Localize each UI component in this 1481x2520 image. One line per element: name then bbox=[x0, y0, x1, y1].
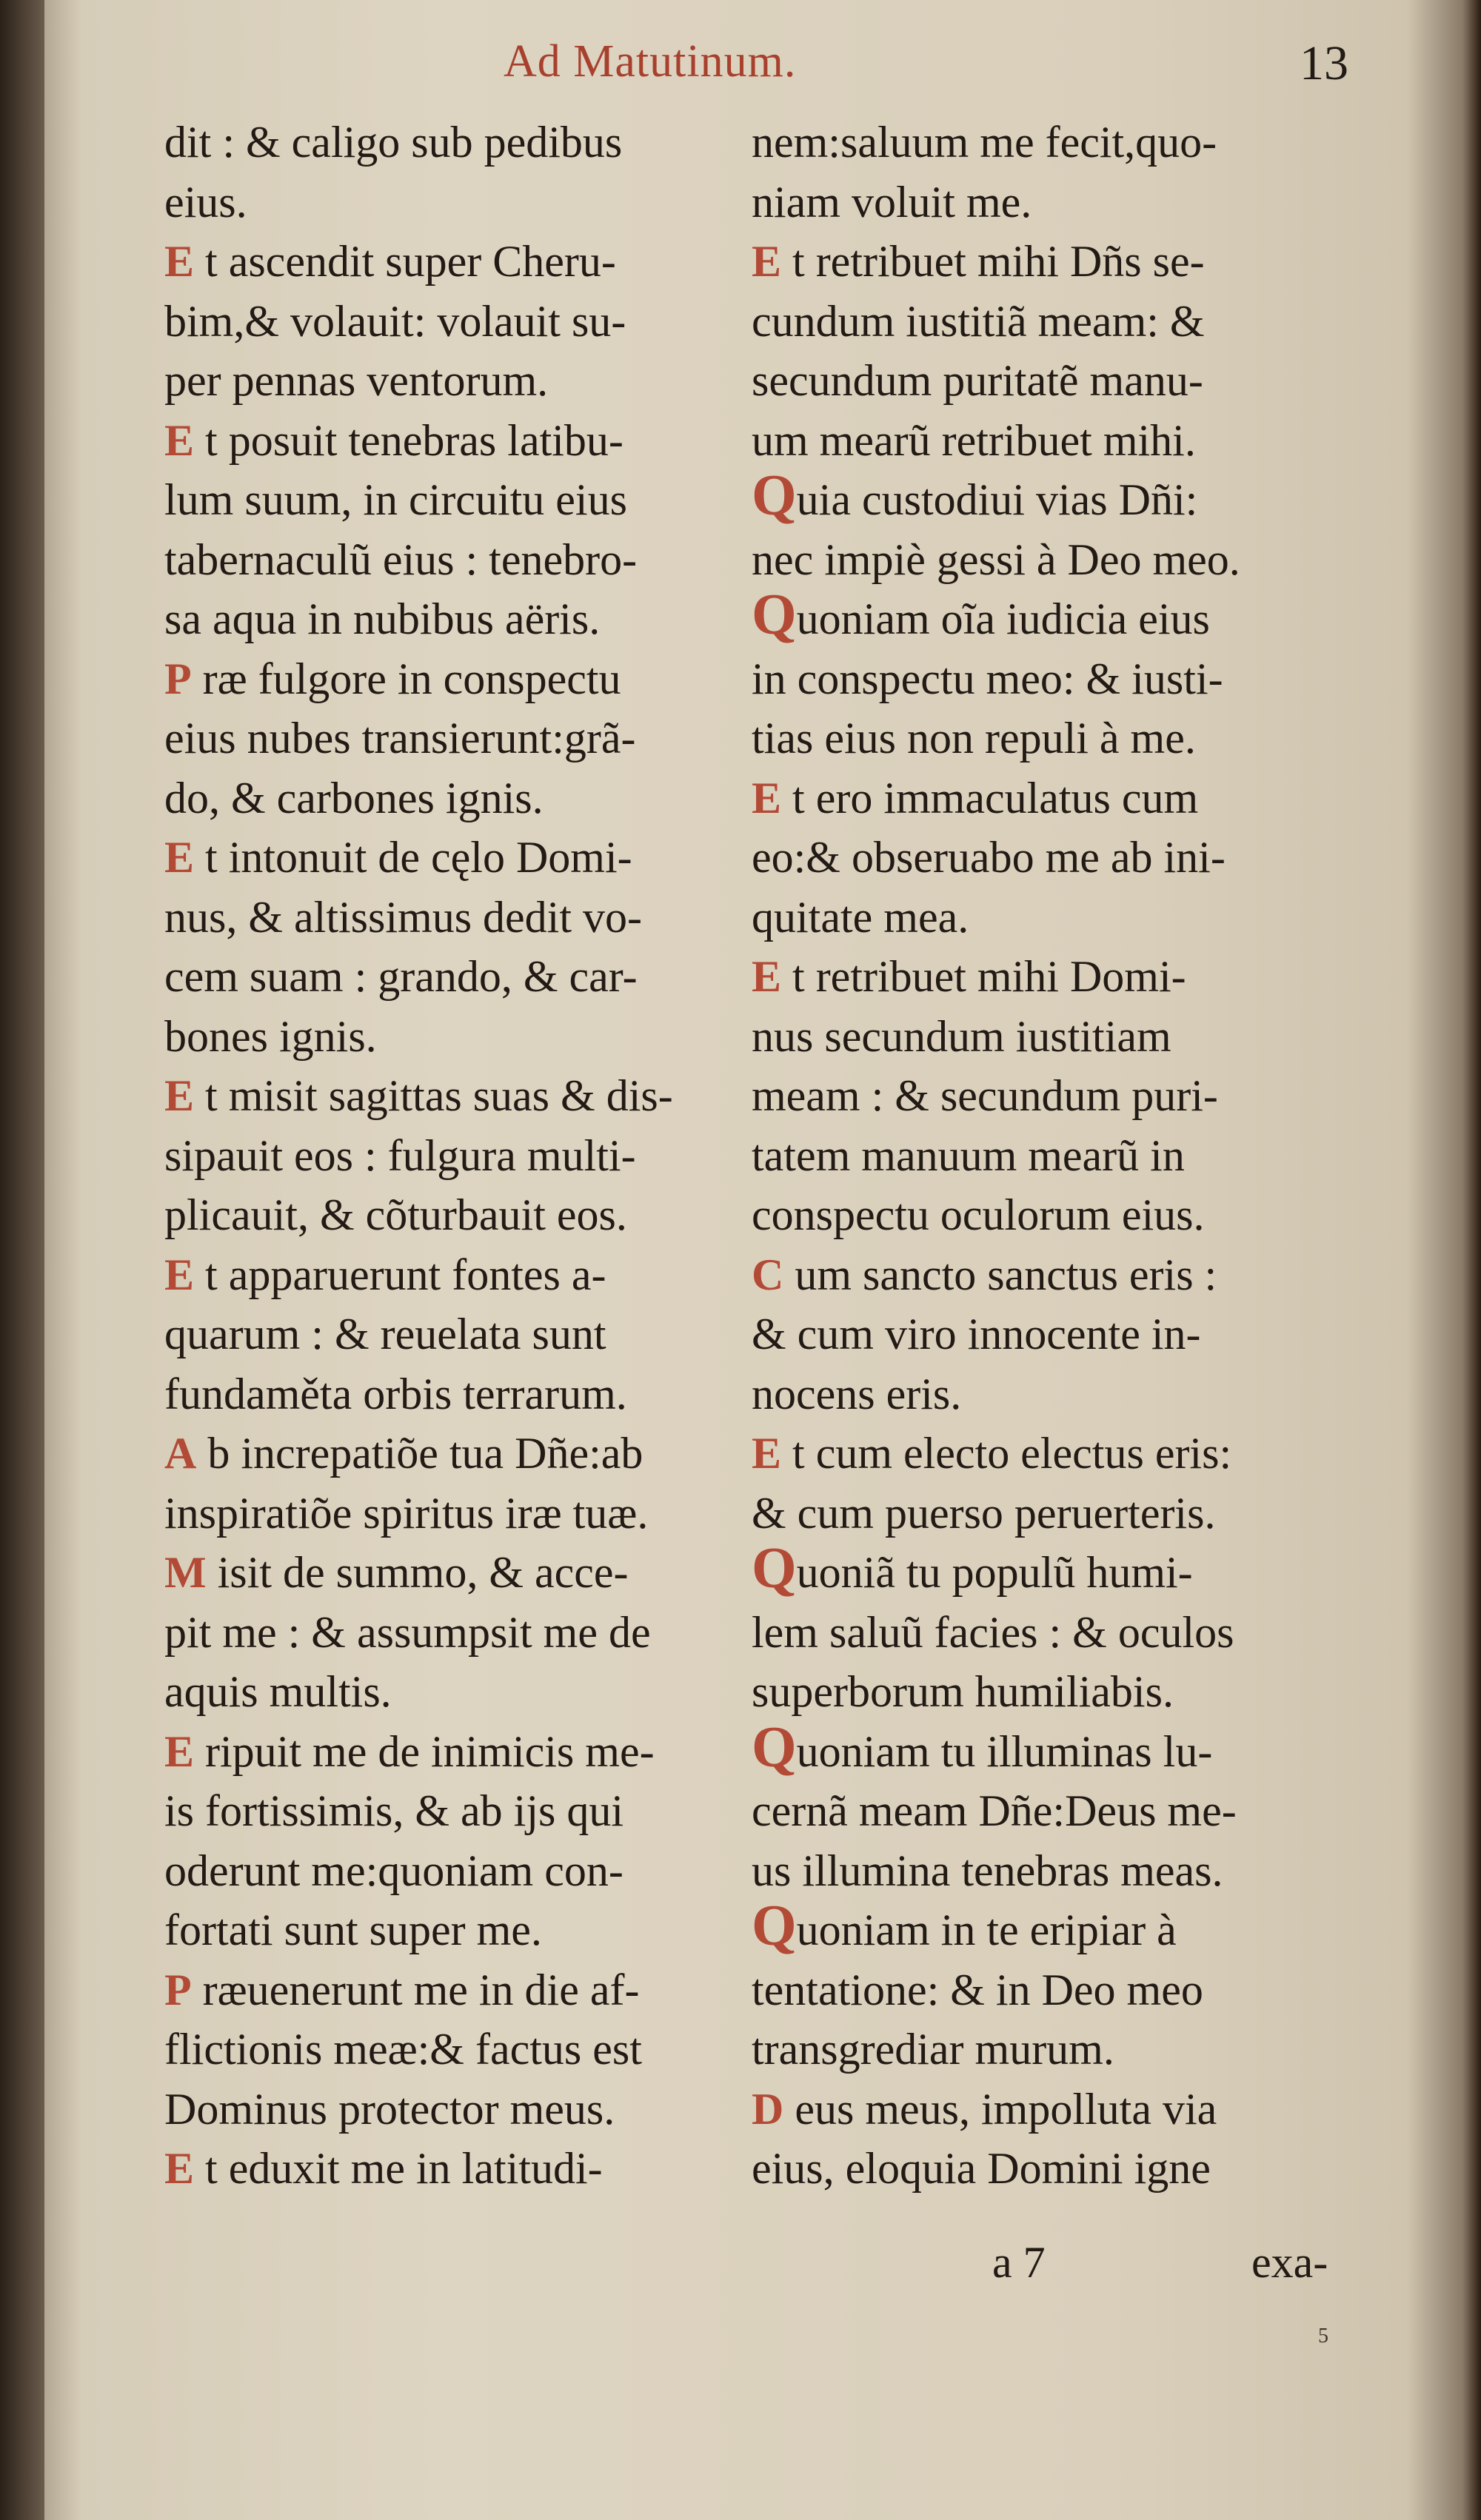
text-line bbox=[164, 1603, 673, 1663]
text-line bbox=[164, 1781, 673, 1841]
text-line bbox=[752, 292, 1240, 352]
line-text: t retribuet mihi Domi- bbox=[781, 952, 1186, 1001]
line-text: uoniam tu illuminas lu- bbox=[796, 1726, 1213, 1776]
text-line bbox=[752, 2020, 1240, 2080]
folio-number: 13 bbox=[1300, 36, 1348, 90]
text-line bbox=[164, 113, 673, 172]
signature-mark: a 7 bbox=[992, 2238, 1046, 2287]
text-line bbox=[164, 768, 673, 828]
text-line bbox=[752, 649, 1240, 709]
text-line bbox=[752, 1781, 1240, 1841]
line-text: nec impiè gessi à Deo meo. bbox=[752, 535, 1240, 584]
text-line bbox=[164, 2139, 673, 2199]
left-text-column bbox=[164, 113, 673, 2199]
line-text: in conspectu meo: & iusti- bbox=[752, 654, 1223, 703]
red-initial: Q bbox=[752, 1714, 797, 1779]
line-text: Dominus protector meus. bbox=[164, 2084, 615, 2134]
line-text: t misit sagittas suas & dis- bbox=[194, 1071, 673, 1120]
line-text: secundum puritatẽ manu- bbox=[752, 356, 1203, 405]
line-text: eius nubes transierunt:grã- bbox=[164, 714, 636, 763]
text-line bbox=[752, 1535, 1240, 1603]
line-text: dit : & caligo sub pedibus bbox=[164, 118, 623, 167]
red-initial: E bbox=[164, 1071, 195, 1120]
text-line bbox=[752, 1007, 1240, 1067]
text-line bbox=[752, 1066, 1240, 1126]
red-initial: C bbox=[752, 1250, 784, 1299]
line-text: nus, & altissimus dedit vo- bbox=[164, 892, 642, 942]
text-line bbox=[752, 411, 1240, 471]
red-initial: E bbox=[164, 237, 195, 286]
line-text: eus meus, impolluta via bbox=[783, 2084, 1217, 2134]
line-text: tabernaculũ eius : tenebro- bbox=[164, 535, 638, 584]
line-text: nem:saluum me fecit,quo- bbox=[752, 118, 1217, 167]
text-line bbox=[164, 1424, 673, 1484]
line-text: bones ignis. bbox=[164, 1011, 377, 1061]
red-initial: E bbox=[752, 773, 782, 822]
text-line bbox=[752, 2139, 1240, 2199]
line-text: meam : & secundum puri- bbox=[752, 1071, 1218, 1120]
text-line bbox=[164, 2020, 673, 2080]
text-line bbox=[164, 1543, 673, 1603]
red-initial: Q bbox=[752, 582, 797, 646]
text-line bbox=[752, 463, 1240, 530]
text-line bbox=[164, 1185, 673, 1245]
text-line bbox=[752, 947, 1240, 1007]
text-line bbox=[164, 1662, 673, 1722]
text-line bbox=[752, 530, 1240, 590]
line-text: tentatione: & in Deo meo bbox=[752, 1965, 1203, 2014]
line-text: t eduxit me in latitudi- bbox=[194, 2144, 603, 2193]
line-text: pit me : & assumpsit me de bbox=[164, 1607, 651, 1657]
text-line bbox=[164, 1841, 673, 1901]
text-line bbox=[164, 530, 673, 590]
text-line bbox=[752, 1364, 1240, 1424]
line-text: cem suam : grando, & car- bbox=[164, 952, 638, 1001]
line-text: t ero immaculatus cum bbox=[781, 773, 1199, 822]
text-line bbox=[752, 113, 1240, 172]
line-text: eius, eloquia Domini igne bbox=[752, 2144, 1211, 2193]
line-text: t posuit tenebras latibu- bbox=[194, 415, 624, 465]
line-text: uoniam in te eripiar à bbox=[796, 1906, 1177, 1954]
line-text: quarum : & reuelata sunt bbox=[164, 1310, 606, 1358]
line-text: t apparuerunt fontes a- bbox=[194, 1250, 606, 1299]
text-line bbox=[164, 1960, 673, 2020]
red-initial: E bbox=[752, 1429, 782, 1478]
red-initial: E bbox=[752, 237, 782, 286]
text-line bbox=[752, 1603, 1240, 1663]
running-header: Ad Matutinum. bbox=[504, 36, 797, 87]
red-initial: E bbox=[164, 1726, 195, 1776]
line-text: eius. bbox=[164, 177, 247, 227]
line-text: sa aqua in nubibus aëris. bbox=[164, 594, 601, 643]
text-line bbox=[752, 1424, 1240, 1484]
text-line bbox=[164, 1364, 673, 1424]
line-text: conspectu oculorum eius. bbox=[752, 1190, 1205, 1239]
line-text: fortati sunt super me. bbox=[164, 1906, 542, 1954]
catchword: exa- bbox=[1251, 2238, 1328, 2287]
red-initial: A bbox=[164, 1429, 197, 1478]
text-line bbox=[752, 1304, 1240, 1364]
line-text: aquis multis. bbox=[164, 1667, 392, 1716]
red-initial: E bbox=[164, 2144, 195, 2193]
text-line bbox=[164, 589, 673, 649]
line-text: t intonuit de cęlo Domi- bbox=[194, 833, 632, 882]
line-text: niam voluit me. bbox=[752, 177, 1032, 227]
line-text: cernã meam Dñe:Deus me- bbox=[752, 1786, 1237, 1835]
red-initial: E bbox=[164, 415, 195, 465]
line-text: um sancto sanctus eris : bbox=[783, 1250, 1217, 1299]
text-line bbox=[752, 768, 1240, 828]
red-initial: P bbox=[164, 1965, 192, 2014]
text-line bbox=[164, 1245, 673, 1305]
line-text: superborum humiliabis. bbox=[752, 1667, 1174, 1716]
line-text: ræuenerunt me in die af- bbox=[191, 1965, 640, 2014]
line-text: quitate mea. bbox=[752, 892, 969, 942]
line-text: eo:& obseruabo me ab ini- bbox=[752, 833, 1226, 882]
line-text: uoniam oĩa iudicia eius bbox=[796, 594, 1210, 643]
line-text: is fortissimis, & ab ijs qui bbox=[164, 1786, 624, 1835]
text-line bbox=[752, 2080, 1240, 2139]
red-initial: M bbox=[164, 1548, 207, 1597]
line-text: uoniã tu populũ humi- bbox=[796, 1548, 1193, 1597]
line-text: t retribuet mihi Dñs se- bbox=[781, 237, 1205, 286]
text-line bbox=[164, 232, 673, 292]
red-initial: D bbox=[752, 2084, 784, 2134]
text-line bbox=[752, 351, 1240, 411]
red-initial: Q bbox=[752, 1535, 797, 1600]
text-line bbox=[752, 828, 1240, 888]
text-line bbox=[164, 947, 673, 1007]
line-text: flictionis meæ:& factus est bbox=[164, 2025, 642, 2074]
text-line bbox=[752, 1126, 1240, 1186]
text-line bbox=[752, 232, 1240, 292]
line-text: nus secundum iustitiam bbox=[752, 1011, 1171, 1061]
line-text: do, & carbones ignis. bbox=[164, 773, 544, 822]
text-line bbox=[164, 1900, 673, 1960]
right-text-column bbox=[752, 113, 1240, 2199]
red-initial: E bbox=[164, 833, 195, 882]
text-line bbox=[164, 649, 673, 709]
line-text: & cum puerso peruerteris. bbox=[752, 1488, 1216, 1538]
line-text: ripuit me de inimicis me- bbox=[194, 1726, 655, 1776]
line-text: sipauit eos : fulgura multi- bbox=[164, 1130, 636, 1180]
line-text: uia custodiui vias Dñi: bbox=[796, 475, 1198, 524]
line-text: us illumina tenebras meas. bbox=[752, 1846, 1223, 1895]
text-line bbox=[752, 1714, 1240, 1782]
text-line bbox=[752, 708, 1240, 768]
line-text: tias eius non repuli à me. bbox=[752, 714, 1196, 763]
text-line bbox=[164, 172, 673, 232]
text-line bbox=[752, 1185, 1240, 1245]
line-text: tatem manuum mearũ in bbox=[752, 1130, 1185, 1180]
text-line bbox=[164, 1066, 673, 1126]
line-text: t cum electo electus eris: bbox=[781, 1429, 1232, 1478]
red-initial: Q bbox=[752, 463, 797, 527]
text-line bbox=[752, 1841, 1240, 1901]
margin-mark: 5 bbox=[1318, 2325, 1328, 2348]
text-line bbox=[164, 292, 673, 352]
line-text: isit de summo, & acce- bbox=[206, 1548, 629, 1597]
text-line bbox=[164, 411, 673, 471]
line-text: um mearũ retribuet mihi. bbox=[752, 415, 1196, 465]
line-text: lem saluũ facies : & oculos bbox=[752, 1607, 1234, 1657]
text-line bbox=[164, 1126, 673, 1186]
line-text: cundum iustitiã meam: & bbox=[752, 296, 1205, 346]
line-text: ræ fulgore in conspectu bbox=[191, 654, 621, 703]
text-line bbox=[164, 888, 673, 948]
text-line bbox=[164, 1484, 673, 1544]
line-text: & cum viro innocente in- bbox=[752, 1310, 1201, 1358]
text-line bbox=[164, 708, 673, 768]
line-text: plicauit, & cõturbauit eos. bbox=[164, 1190, 627, 1239]
line-text: fundaměta orbis terrarum. bbox=[164, 1369, 627, 1418]
line-text: lum suum, in circuitu eius bbox=[164, 475, 627, 524]
text-line bbox=[752, 1484, 1240, 1544]
line-text: oderunt me:quoniam con- bbox=[164, 1846, 624, 1895]
red-initial: E bbox=[752, 952, 782, 1001]
line-text: t ascendit super Cheru- bbox=[194, 237, 616, 286]
red-initial: E bbox=[164, 1250, 195, 1299]
line-text: inspiratiõe spiritus iræ tuæ. bbox=[164, 1488, 649, 1538]
text-line bbox=[164, 828, 673, 888]
text-line bbox=[164, 351, 673, 411]
text-line bbox=[752, 1662, 1240, 1722]
text-line bbox=[164, 1304, 673, 1364]
text-line bbox=[752, 172, 1240, 232]
text-line bbox=[164, 1722, 673, 1782]
line-text: nocens eris. bbox=[752, 1369, 962, 1418]
text-line bbox=[752, 888, 1240, 948]
text-line bbox=[164, 470, 673, 530]
red-initial: P bbox=[164, 654, 192, 703]
binding-gutter bbox=[0, 0, 44, 2520]
text-line bbox=[752, 1245, 1240, 1305]
line-text: b increpatiõe tua Dñe:ab bbox=[196, 1429, 643, 1478]
red-initial: Q bbox=[752, 1893, 797, 1957]
line-text: transgrediar murum. bbox=[752, 2025, 1114, 2074]
text-line bbox=[164, 1007, 673, 1067]
line-text: per pennas ventorum. bbox=[164, 356, 549, 405]
line-text: bim,& volauit: volauit su- bbox=[164, 296, 626, 346]
text-line bbox=[164, 2080, 673, 2139]
text-line bbox=[752, 582, 1240, 649]
text-line bbox=[752, 1893, 1240, 1960]
text-line bbox=[752, 1960, 1240, 2020]
